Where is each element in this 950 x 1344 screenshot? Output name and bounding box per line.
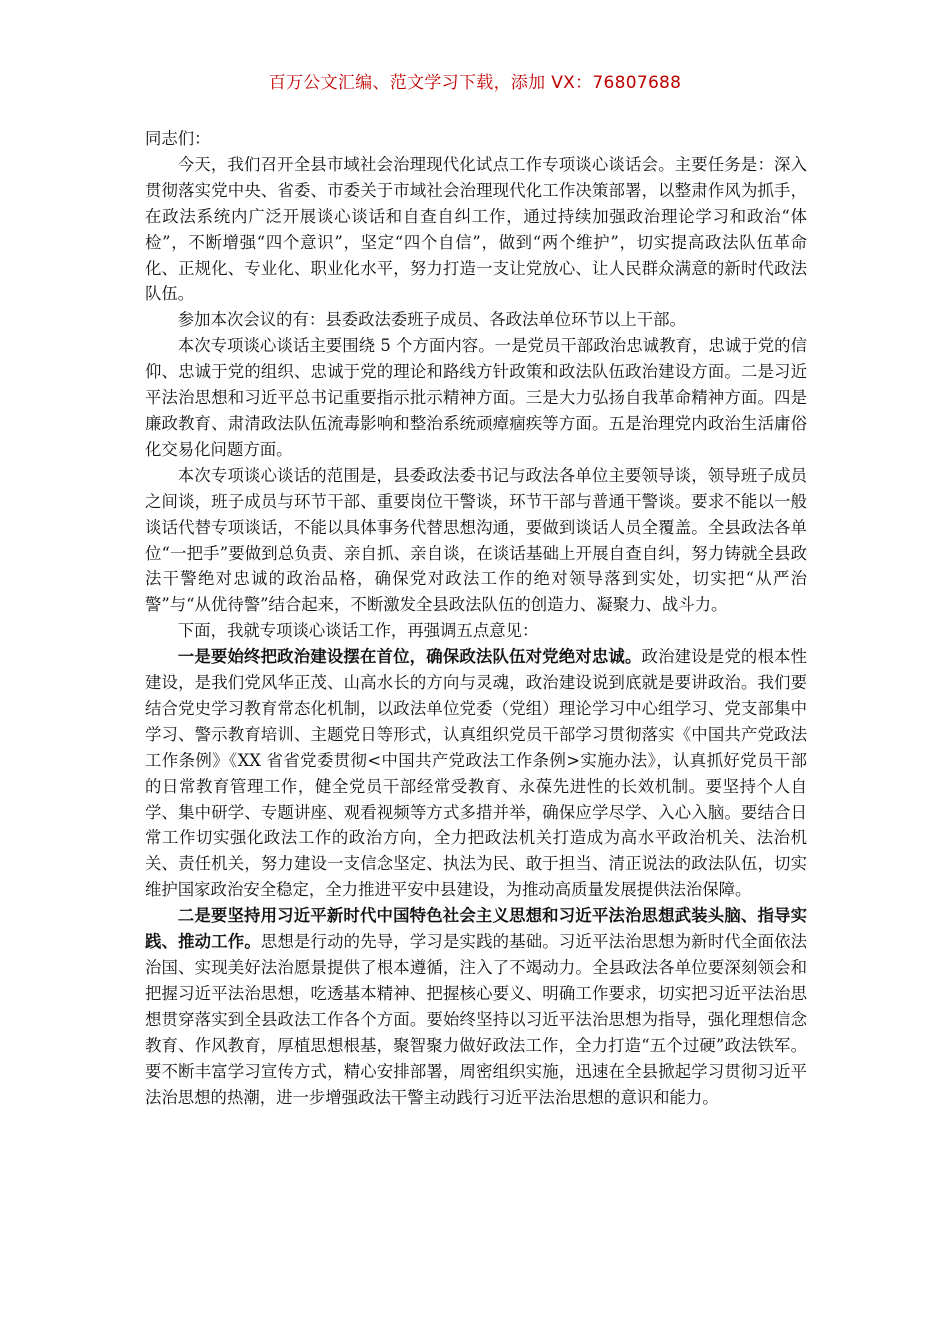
point-one-heading: 一是要始终把政治建设摆在首位，确保政法队伍对党绝对忠诚。 [177, 647, 642, 667]
paragraph-point-two [145, 903, 807, 1110]
paragraph-scope: 本次专项谈心谈话的范围是，县委政法委书记与政法各单位主要领导谈，领导班子成员之间谈，班子成员与环节干部、重要岗位干警谈，环节干部与普通干警谈。要求不能以一般谈话代替专项谈话，不能以具体事务代替思想沟通，要做到谈话人员全覆盖。全县政法各单位“一把手”要做到总负责、亲自抓、亲自谈，在谈话基础上开展自查自纠，努力铸就全县政法干警绝对忠诚的政治品格，确保党对政法工作的绝对领导落到实处，切实把“从严治警”与“从优待警”结合起来，不断激发全县政法队伍的创造力、凝聚力、战斗力。 [145, 465, 807, 615]
point-one-text: 政治建设是党的根本性建设，是我们党风华正茂、山高水长的方向与灵魂，政治建设说到底就是要讲政治。我们要结合党史学习教育常态化机制，以政法单位党委（党组）理论学习中心组学习、党支部集中学习、警示教育培训、主题党日等形式，认真组织党员干部学习贯彻落实《中国共产党政法工作条例》《XX 省省党委贯彻<中国共产党政法工作条例>实施办法》，认真抓好党员干部的日常教育管理工作，健全党员干部经常受教育、永葆先进性的长效机制。要坚持个人自学、集中研学、专题讲座、观看视频等方式多措并举，确保应学尽学、入心入脑。要结合日常工作切实强化政法工作的政治方向，全力把政法机关打造成为高水平政治机关、法治机关、责任机关，努力建设一支信念坚定、执法为民、敢于担当、清正说法的政法队伍，切实维护国家政治安全稳定，全力推进平安中县建设，为推动高质量发展提供法治保障。 [145, 647, 807, 900]
paragraph-attendees: 参加本次会议的有：县委政法委班子成员、各政法单位环节以上干部。 [177, 310, 686, 330]
point-two-heading: 二是要坚持用习近平新时代中国特色社会主义思想和习近平法治思想武装头脑、指导实践、推动工作。 [145, 906, 807, 952]
paragraph-content: 本次专项谈心谈话主要围绕 5 个方面内容。一是党员干部政治忠诚教育，忠诚于党的信仰、忠诚于党的组织、忠诚于党的理论和路线方针政策和政法队伍政治建设方面。二是习近平法治思想和习近平总书记重要指示批示精神方面。三是大力弘扬自我革命精神方面。四是廉政教育、肃清政法队伍流毒影响和整治系统顽瘴痼疾等方面。五是治理党内政治生活庸俗化交易化问题方面。 [145, 336, 807, 459]
watermark-header: 百万公文汇编、范文学习下载，添加 VX：76807688 [268, 73, 682, 93]
paragraph-transition: 下面，我就专项谈心谈话工作，再强调五点意见： [177, 621, 539, 641]
paragraph-point-one [145, 644, 807, 903]
document-body [145, 126, 807, 1110]
point-two-text: 思想是行动的先导，学习是实践的基础。习近平法治思想为新时代全面依法治国、实现美好法治愿景提供了根本遵循，注入了不竭动力。全县政法各单位要深刻领会和把握习近平法治思想，吃透基本精神、把握核心要义、明确工作要求，切实把习近平法治思想贯穿落实到全县政法工作各个方面。要始终坚持以习近平法治思想为指导，强化理想信念教育、作风教育，厚植思想根基，聚智聚力做好政法工作，全力打造“五个过硬”政法铁军。要不断丰富学习宣传方式，精心安排部署，周密组织实施，迅速在全县掀起学习贯彻习近平法治思想的热潮，进一步增强政法干警主动践行习近平法治思想的意识和能力。 [145, 932, 808, 1107]
salutation: 同志们： [145, 129, 211, 148]
paragraph-intro: 今天，我们召开全县市域社会治理现代化试点工作专项谈心谈话会。主要任务是：深入贯彻落实党中央、省委、市委关于市域社会治理现代化工作决策部署，以整肃作风为抓手，在政法系统内广泛开展谈心谈话和自查自纠工作，通过持续加强政治理论学习和政治“体检”，不断增强“四个意识”，坚定“四个自信”，做到“两个维护”，切实提高政法队伍革命化、正规化、专业化、职业化水平，努力打造一支让党放心、让人民群众满意的新时代政法队伍。 [145, 154, 807, 304]
